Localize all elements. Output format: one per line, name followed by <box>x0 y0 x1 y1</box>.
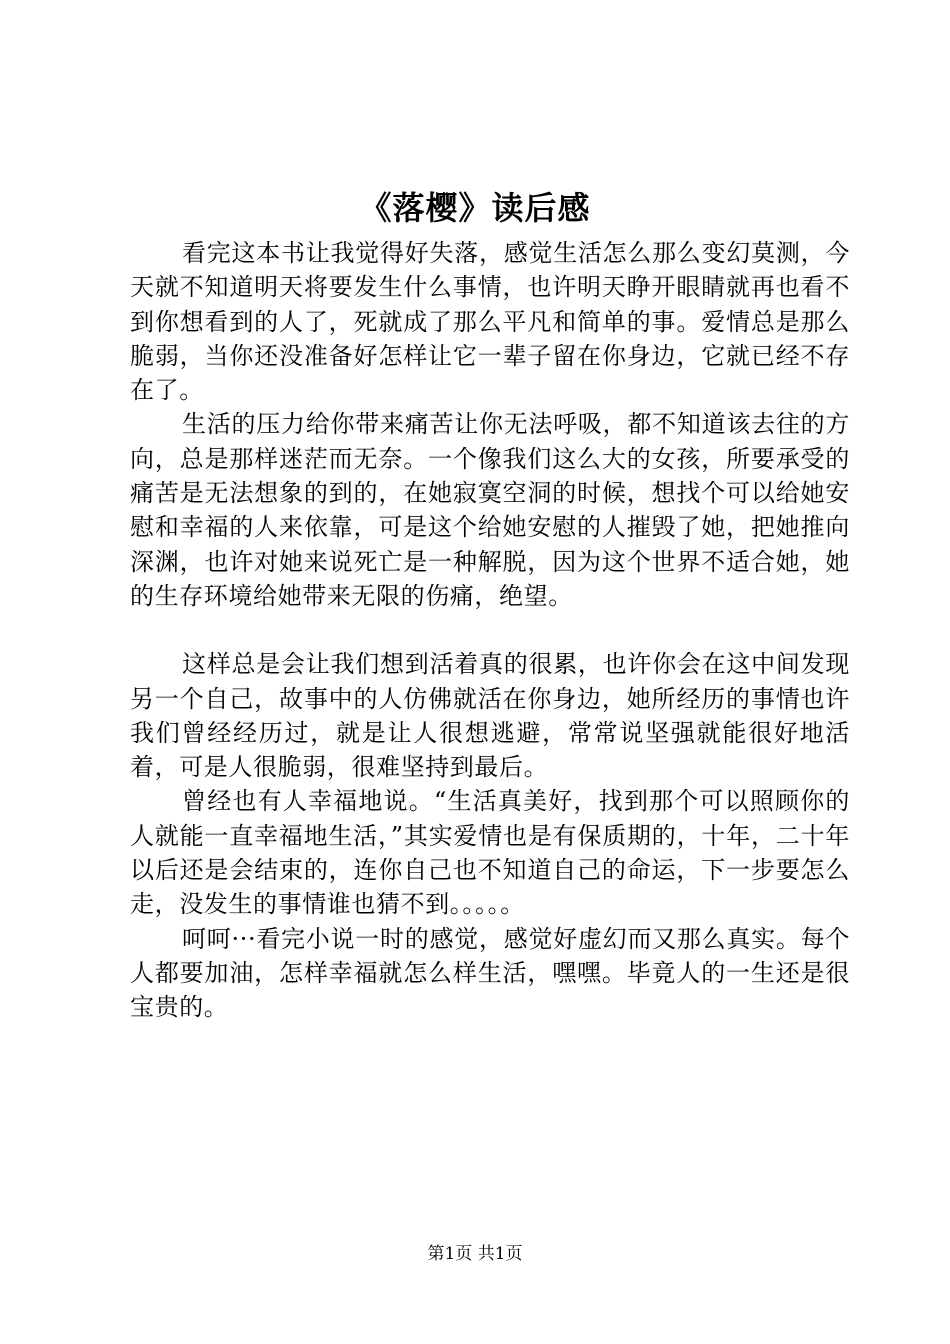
paragraph-1: 看完这本书让我觉得好失落，感觉生活怎么那么变幻莫测，今天就不知道明天将要发生什么事情，也许明天睁开眼睛就再也看不到你想看到的人了，死就成了那么平凡和简单的事。爱情总是那么脆弱，当你还没准备好怎样让它一辈子留在你身边，它就已经不存在了。 <box>130 239 850 405</box>
document-title: 《落樱》读后感 <box>359 189 591 227</box>
paragraph-3: 这样总是会让我们想到活着真的很累，也许你会在这中间发现另一个自己，故事中的人仿佛就活在你身边，她所经历的事情也许我们曾经经历过，就是让人很想逃避，常常说坚强就能很好地活着，可是人很脆弱，很难坚持到最后。 <box>130 650 850 782</box>
page-footer: 第1页 共1页 <box>427 1244 523 1264</box>
paragraph-5: 呵呵···看完小说一时的感觉，感觉好虚幻而又那么真实。每个人都要加油，怎样幸福就怎么样生活，嘿嘿。毕竟人的一生还是很宝贵的。 <box>130 924 850 1022</box>
paragraph-4: 曾经也有人幸福地说。“生活真美好，找到那个可以照顾你的人就能一直幸福地生活，”其实爱情也是有保质期的，十年，二十年以后还是会结束的，连你自己也不知道自己的命运，下一步要怎么走，没发生的事情谁也猜不到。。。。。 <box>130 787 850 919</box>
document-body <box>130 236 850 1025</box>
paragraph-2: 生活的压力给你带来痛苦让你无法呼吸，都不知道该去往的方向，总是那样迷茫而无奈。一个像我们这么大的女孩，所要承受的痛苦是无法想象的到的，在她寂寞空洞的时候，想找个可以给她安慰和幸福的人来依靠，可是这个给她安慰的人摧毁了她，把她推向深渊，也许对她来说死亡是一种解脱，因为这个世界不适合她，她的生存环境给她带来无限的伤痛，绝望。 <box>130 410 850 610</box>
